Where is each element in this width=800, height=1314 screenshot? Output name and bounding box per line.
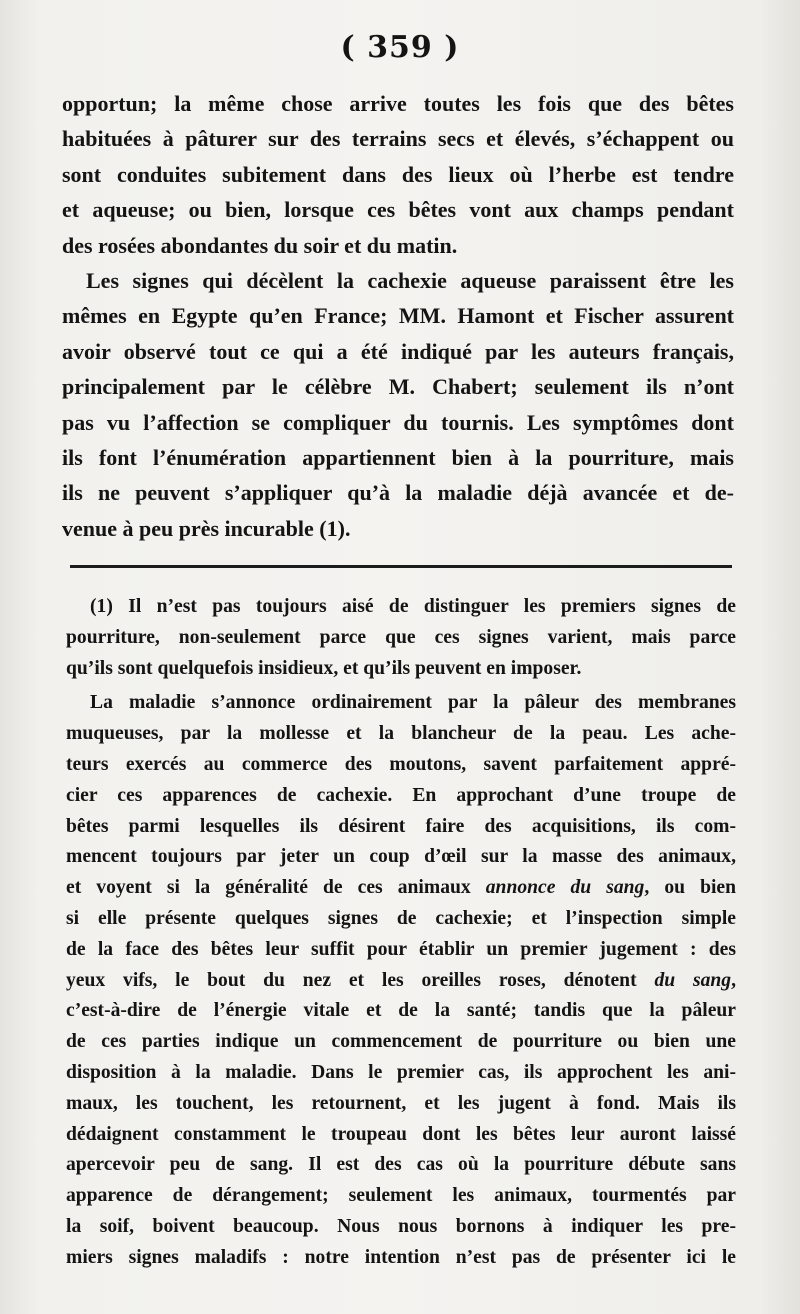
main-line: habituées à pâturer sur des terrains secs et élevés, s’échappent ou	[62, 126, 734, 152]
main-line: avoir observé tout ce qui a été indiqué par les auteurs français,	[62, 338, 734, 364]
footnote-line: dédaignent constamment le troupeau dont les bêtes leur auront laissé	[66, 1123, 736, 1145]
footnote-line: miers signes maladifs : notre intention n’est pas de présenter ici le	[66, 1246, 736, 1268]
main-line: ils ne peuvent s’appliquer qu’à la maladie déjà avancée et de-	[62, 480, 734, 506]
footnote-line: cier ces apparences de cachexie. En approchant d’une troupe de	[66, 784, 736, 806]
footnote-block	[66, 592, 736, 1274]
footnote-line: apparence de dérangement; seulement les animaux, tourmentés par	[66, 1185, 736, 1207]
main-line: sont conduites subitement dans des lieux où l’herbe est tendre	[62, 161, 734, 187]
main-line: et aqueuse; ou bien, lorsque ces bêtes vont aux champs pendant	[62, 197, 734, 223]
italic-phrase: du sang	[654, 969, 732, 991]
text-run: , ou bien	[644, 877, 736, 899]
footnote-line: bêtes parmi lesquelles ils désirent faire des acquisitions, ils com-	[66, 815, 736, 837]
footnote-line: mencent toujours par jeter un coup d’œil sur la masse des animaux,	[66, 846, 736, 868]
main-line: mêmes en Egypte qu’en France; MM. Hamont et Fischer assurent	[62, 303, 734, 329]
footnote-line: pourriture, non-seulement parce que ces signes varient, mais parce	[66, 626, 736, 648]
footnote-line: (1) Il n’est pas toujours aisé de distinguer les premiers signes de	[90, 596, 736, 617]
footnote-line: de ces parties indique un commencement de pourriture ou bien une	[66, 1031, 736, 1053]
italic-phrase: annonce du sang	[485, 877, 645, 899]
main-line: pas vu l’affection se compliquer du tournis. Les symptômes dont	[62, 409, 734, 435]
footnote-line	[66, 966, 736, 997]
main-text	[62, 86, 734, 546]
footnote-line: disposition à la maladie. Dans le premier cas, ils approchent les ani-	[66, 1061, 736, 1083]
footnote-line	[66, 873, 736, 904]
footnote-line: teurs exercés au commerce des moutons, savent parfaitement appré-	[66, 753, 736, 775]
footnote-divider	[70, 565, 732, 568]
footnote-line: maux, les touchent, les retournent, et les jugent à fond. Mais ils	[66, 1092, 736, 1114]
page-number: ( 359 )	[340, 30, 460, 65]
text-run: ,	[731, 969, 736, 991]
main-line: principalement par le célèbre M. Chabert; seulement ils n’ont	[62, 374, 734, 400]
main-line: venue à peu près incurable (1).	[62, 515, 351, 541]
text-run: et voyent si la généralité de ces animaux	[66, 877, 486, 899]
main-line: des rosées abondantes du soir et du matin.	[62, 232, 458, 258]
main-line: opportun; la même chose arrive toutes les fois que des bêtes	[62, 91, 734, 116]
text-run: yeux vifs, le bout du nez et les oreilles roses, dénotent	[66, 969, 655, 991]
footnote-line: La maladie s’annonce ordinairement par la pâleur des membranes	[90, 692, 736, 714]
footnote-line: qu’ils sont quelquefois insidieux, et qu’ils peuvent en imposer.	[66, 657, 582, 679]
footnote-line: de la face des bêtes leur suffit pour établir un premier jugement : des	[66, 938, 736, 960]
footnote-line: la soif, boivent beaucoup. Nous nous bornons à indiquer les pre-	[66, 1215, 736, 1237]
footnote-line: si elle présente quelques signes de cachexie; et l’inspection simple	[66, 907, 736, 929]
footnote-line: apercevoir peu de sang. Il est des cas où la pourriture débute sans	[66, 1154, 736, 1176]
footnote-line: c’est-à-dire de l’énergie vitale et de la santé; tandis que la pâleur	[66, 1000, 736, 1022]
main-line: ils font l’énumération appartiennent bien à la pourriture, mais	[62, 445, 734, 471]
footnote-line: muqueuses, par la mollesse et la blancheur de la peau. Les ache-	[66, 723, 736, 745]
main-line: Les signes qui décèlent la cachexie aqueuse paraissent être les	[86, 268, 734, 294]
